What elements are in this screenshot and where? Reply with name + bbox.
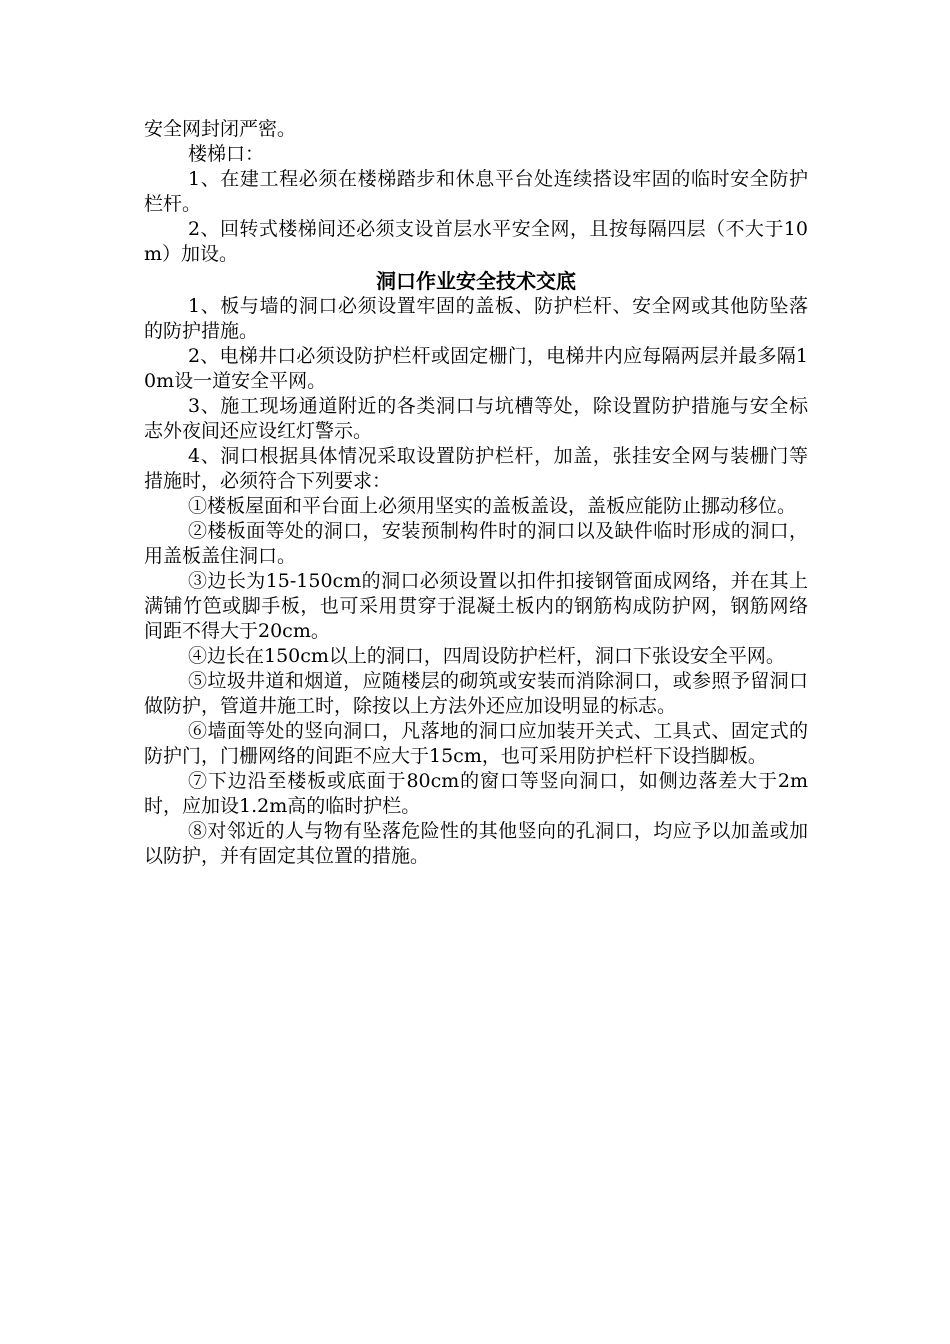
- paragraph-item-4: 4、洞口根据具体情况采取设置防护栏杆，加盖，张挂安全网与装栅门等措施时，必须符合下列要求：: [144, 445, 808, 492]
- paragraph-stair-2: 2、回转式楼梯间还必须支设首层水平安全网，且按每隔四层（不大于10m）加设。: [144, 218, 808, 265]
- paragraph-item-2: 2、电梯井口必须设防护栏杆或固定栅门，电梯井内应每隔两层并最多隔10m设一道安全平网。: [144, 345, 808, 392]
- paragraph-sub-1: ①楼板屋面和平台面上必须用坚实的盖板盖设，盖板应能防止挪动移位。: [188, 495, 797, 517]
- paragraph-sub-8: ⑧对邻近的人与物有坠落危险性的其他竖向的孔洞口，均应予以加盖或加以防护，并有固定其位置的措施。: [144, 820, 808, 867]
- section-heading: 洞口作业安全技术交底: [376, 269, 576, 293]
- paragraph-item-3: 3、施工现场通道附近的各类洞口与坑槽等处，除设置防护措施与安全标志外夜间还应设红灯警示。: [144, 395, 808, 442]
- subheading-stairwell: 楼梯口：: [188, 143, 265, 165]
- paragraph-stair-1: 1、在建工程必须在楼梯踏步和休息平台处连续搭设牢固的临时安全防护栏杆。: [144, 168, 808, 215]
- paragraph-sub-7: ⑦下边沿至楼板或底面于80cm的窗口等竖向洞口，如侧边落差大于2m时，应加设1.2m高的临时护栏。: [144, 770, 808, 817]
- paragraph-sub-4: ④边长在150cm以上的洞口，四周设防护栏杆，洞口下张设安全平网。: [188, 645, 785, 667]
- document-body: [144, 117, 808, 869]
- paragraph-item-1: 1、板与墙的洞口必须设置牢固的盖板、防护栏杆、安全网或其他防坠落的防护措施。: [144, 295, 808, 342]
- paragraph-sub-3: ③边长为15-150cm的洞口必须设置以扣件扣接钢管面成网络，并在其上满铺竹笆或脚手板，也可采用贯穿于混凝土板内的钢筋构成防护网，钢筋网络间距不得大于20cm。: [144, 570, 808, 642]
- paragraph-sub-5: ⑤垃圾井道和烟道，应随楼层的砌筑或安装而消除洞口，或参照予留洞口做防护，管道井施工时，除按以上方法外还应加设明显的标志。: [144, 670, 808, 717]
- paragraph-sub-6: ⑥墙面等处的竖向洞口，凡落地的洞口应加装开关式、工具式、固定式的防护门，门栅网络的间距不应大于15cm，也可采用防护栏杆下设挡脚板。: [144, 720, 808, 767]
- paragraph-continuation: 安全网封闭严密。: [144, 118, 297, 140]
- paragraph-sub-2: ②楼板面等处的洞口，安装预制构件时的洞口以及缺件临时形成的洞口，用盖板盖住洞口。: [144, 520, 808, 567]
